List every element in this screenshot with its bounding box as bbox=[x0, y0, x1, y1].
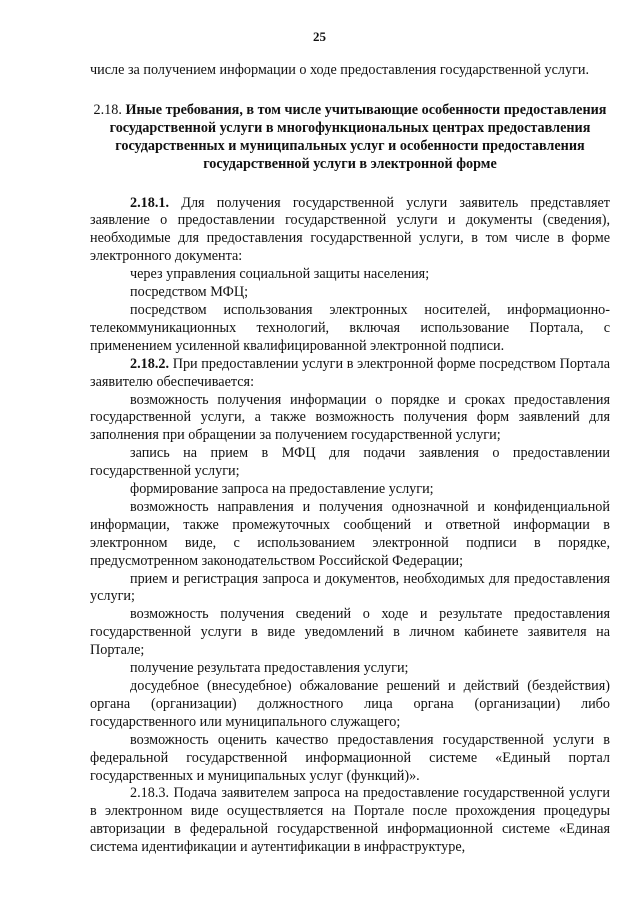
list-item: формирование запроса на предоставление услуги; bbox=[130, 481, 434, 498]
section-heading bbox=[90, 102, 610, 174]
list-item: возможность направления и получения однозначной и конфиденциальной информации, также промежуточных сообщений и ответной информации в электронном виде, с использованием электронной подписи в порядке, предусмотренном законодательством Российской Федерации; bbox=[90, 498, 610, 569]
list-item: прием и регистрация запроса и документов, необходимых для предоставления услуги; bbox=[90, 570, 610, 605]
paragraph-2-18-2 bbox=[90, 356, 610, 392]
list-item: возможность получения сведений о ходе и результате предоставления государственной услуги в виде уведомлений в личном кабинете заявителя на Портале; bbox=[90, 606, 610, 659]
paragraph-number: 2.18.2. bbox=[130, 355, 170, 372]
document-body bbox=[90, 62, 610, 857]
list-item: досудебное (внесудебное) обжалование решений и действий (бездействия) органа (организации) должностного лица органа (организации) либо государственного или муниципального служащего; bbox=[90, 678, 610, 730]
page-number: 25 bbox=[313, 29, 326, 44]
list-item: получение результата предоставления услуги; bbox=[130, 660, 409, 677]
section-number: 2.18. bbox=[93, 101, 122, 118]
list-item: возможность получения информации о порядке и сроках предоставления государственной услуги, а также возможность получения форм заявлений для заполнения при обращении за получением государственной услуги; bbox=[90, 391, 610, 444]
list-item: запись на прием в МФЦ для подачи заявления о предоставлении государственной услуги; bbox=[90, 445, 610, 480]
lead-paragraph: числе за получением информации о ходе предоставления государственной услуги. bbox=[90, 62, 590, 78]
list-item: возможность оценить качество предоставления государственной услуги в федеральной государственной информационной системе «Единый портал государственных и муниципальных услуг (функций)». bbox=[90, 731, 610, 784]
list-item: через управления социальной защиты населения; bbox=[130, 266, 430, 283]
list-item: посредством МФЦ; bbox=[130, 284, 249, 301]
paragraph-2-18-3: 2.18.3. Подача заявителем запроса на предоставление государственной услуги в электронном виде осуществляется на Портале после прохождения процедуры авторизации в федеральной государственной информационной системе «Единая система идентификации и аутентификации в инфраструктуре, bbox=[90, 785, 610, 856]
paragraph-text: Для получения государственной услуги заявитель представляет заявление о предоставлении государственной услуги и документы (сведения), необходимые для предоставления государственной услуги, в том числе в форме электронного документа: bbox=[90, 194, 611, 265]
paragraph-text: При предоставлении услуги в электронной форме посредством Портала заявителю обеспечивается: bbox=[90, 355, 611, 390]
section-title: Иные требования, в том числе учитывающие особенности предоставления государственной услуги в многофункциональных центрах предоставления государственных и муниципальных услуг и особенности предоставления государственной услуги в электронной форме bbox=[109, 101, 607, 172]
list-item: посредством использования электронных носителей, информационно-телекоммуникационных технологий, включая использование Портала, с применением усиленной квалифицированной электронной подписи. bbox=[90, 301, 610, 354]
paragraph-number: 2.18.1. bbox=[130, 194, 170, 211]
paragraph-2-18-1 bbox=[90, 195, 610, 267]
